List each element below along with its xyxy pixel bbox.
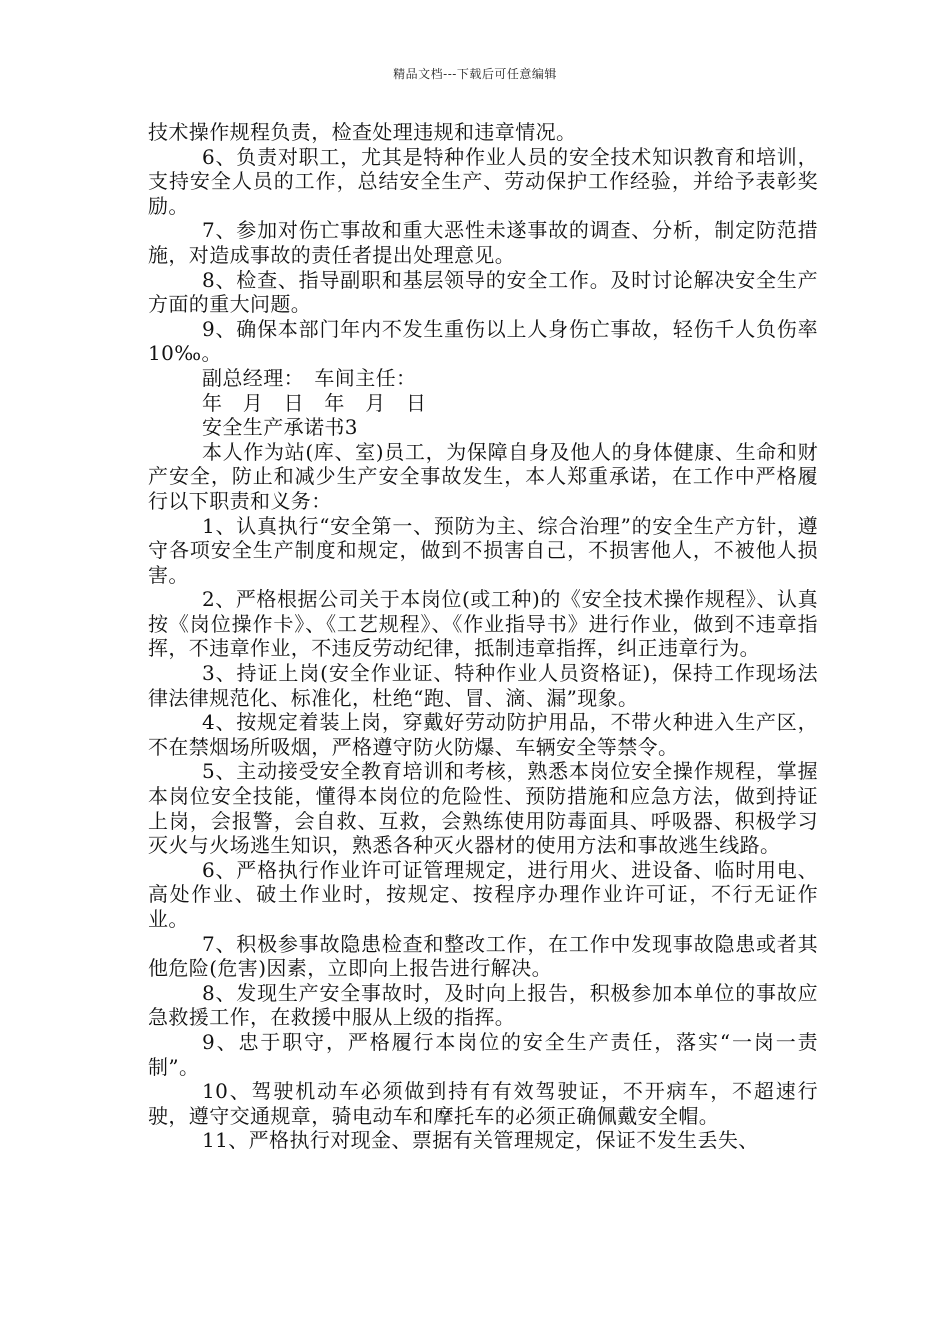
document-body (148, 120, 818, 1153)
paragraph: 7、参加对伤亡事故和重大恶性未遂事故的调查、分析，制定防范措施，对造成事故的责任者提出处理意见。 (148, 218, 818, 267)
paragraph: 8、检查、指导副职和基层领导的安全工作。及时讨论解决安全生产方面的重大问题。 (148, 267, 818, 317)
paragraph: 10、驾驶机动车必须做到持有有效驾驶证，不开病车，不超速行驶，遵守交通规章，骑电动车和摩托车的必须正确佩戴安全帽。 (148, 1079, 818, 1128)
paragraph: 8、发现生产安全事故时，及时向上报告，积极参加本单位的事故应急救援工作，在救援中服从上级的指挥。 (148, 980, 818, 1030)
paragraph: 技术操作规程负责，检查处理违规和违章情况。 (148, 120, 577, 144)
section-title: 安全生产承诺书3 (202, 415, 358, 440)
signature-dates: 年 月 日 年 月 日 (202, 390, 427, 415)
paragraph: 3、持证上岗(安全作业证、特种作业人员资格证)，保持工作现场法律法律规范化、标准化，杜绝“跑、冒、滴、漏”现象。 (148, 661, 818, 710)
paragraph: 11、严格执行对现金、票据有关管理规定，保证不发生丢失、 (202, 1128, 759, 1153)
paragraph: 6、负责对职工，尤其是特种作业人员的安全技术知识教育和培训，支持安全人员的工作，总结安全生产、劳动保护工作经验，并给予表彰奖励。 (148, 144, 818, 218)
paragraph: 9、确保本部门年内不发生重伤以上人身伤亡事故，轻伤千人负伤率10‰。 (148, 316, 818, 366)
paragraph: 2、严格根据公司关于本岗位(或工种)的《安全技术操作规程》、认真按《岗位操作卡》、《工艺规程》、《作业指导书》进行作业，做到不违章指挥，不违章作业，不违反劳动纪律，抵制违章指挥，纠正违章行为。 (148, 587, 818, 661)
signature-roles: 副总经理： 车间主任： (202, 365, 417, 390)
page-header: 精品文档---下载后可任意编辑 (393, 67, 557, 81)
paragraph: 5、主动接受安全教育培训和考核，熟悉本岗位安全操作规程，掌握本岗位安全技能，懂得本岗位的危险性、预防措施和应急方法，做到持证上岗，会报警，会自救、互救，会熟练使用防毒面具、呼吸器、积极学习灭火与火场逃生知识，熟悉各种灭火器材的使用方法和事故逃生线路。 (148, 759, 818, 858)
paragraph: 7、积极参事故隐患检查和整改工作，在工作中发现事故隐患或者其他危险(危害)因素，立即向上报告进行解决。 (148, 931, 818, 981)
paragraph: 本人作为站(库、室)员工，为保障自身及他人的身体健康、生命和财产安全，防止和减少生产安全事故发生，本人郑重承诺，在工作中严格履行以下职责和义务： (148, 439, 818, 513)
paragraph: 1、认真执行“安全第一、预防为主、综合治理”的安全生产方针，遵守各项安全生产制度和规定，做到不损害自己，不损害他人，不被他人损害。 (148, 513, 818, 587)
paragraph: 4、按规定着装上岗，穿戴好劳动防护用品，不带火种进入生产区，不在禁烟场所吸烟，严格遵守防火防爆、车辆安全等禁令。 (148, 710, 818, 759)
paragraph: 9、忠于职守，严格履行本岗位的安全生产责任，落实“一岗一责制”。 (148, 1029, 818, 1079)
paragraph: 6、严格执行作业许可证管理规定，进行用火、进设备、临时用电、高处作业、破土作业时，按规定、按程序办理作业许可证，不行无证作业。 (148, 857, 818, 931)
